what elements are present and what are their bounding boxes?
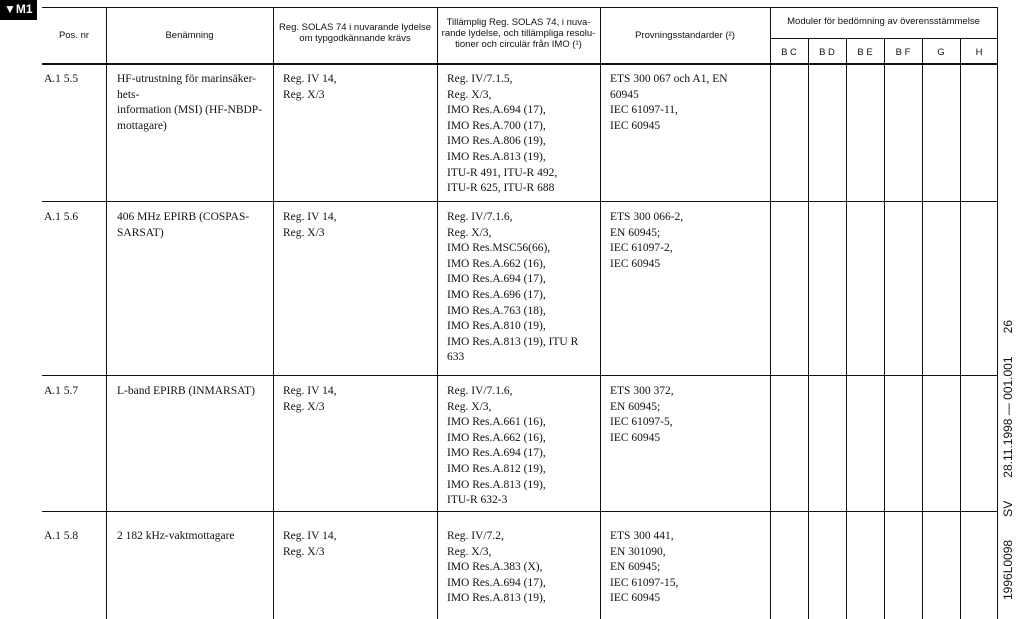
side-footer	[999, 320, 1017, 600]
row-name: 2 182 kHz-vaktmottagare	[117, 530, 235, 542]
header-bottom-rule	[42, 63, 997, 65]
row-applicable: Reg. IV/7.1.6, Reg. X/3, IMO Res.MSC56(66), IMO Res.A.662 (16), IMO Res.A.694 (17), IMO Res.A.696 (17), IMO Res.A.763 (18), IMO Res.A.810 (19), IMO Res.A.813 (19), ITU R 633	[447, 211, 579, 364]
row-pos: A.1 5.8	[44, 530, 79, 542]
module-divider	[922, 38, 923, 619]
row-reg: Reg. IV 14, Reg. X/3	[283, 530, 337, 558]
column-divider	[273, 7, 274, 619]
module-divider	[960, 38, 961, 619]
module-divider	[846, 38, 847, 619]
module-divider	[884, 38, 885, 619]
column-divider	[770, 7, 771, 619]
module-divider	[808, 38, 809, 619]
row-name: HF-utrustning för marinsäker- hets- information (MSI) (HF-NBDP- mottagare)	[117, 73, 263, 132]
side-page: 26	[1001, 320, 1015, 334]
row-name: L-band EPIRB (INMARSAT)	[117, 385, 255, 397]
row-separator	[42, 375, 997, 376]
row-pos: A.1 5.6	[44, 211, 79, 223]
side-lang: SV	[1001, 500, 1015, 517]
header-name: Benämning	[165, 30, 214, 41]
row-reg: Reg. IV 14, Reg. X/3	[283, 385, 337, 413]
module-col-g: G	[937, 47, 945, 58]
module-col-h: H	[975, 47, 983, 58]
marker-rule	[0, 18, 28, 20]
column-divider	[437, 7, 438, 619]
module-col-bf: B F	[895, 47, 911, 58]
row-pos: A.1 5.5	[44, 73, 79, 85]
module-col-be: B E	[857, 47, 873, 58]
table-top-rule	[42, 7, 997, 8]
row-pos: A.1 5.7	[44, 385, 79, 397]
row-applicable: Reg. IV/7.2, Reg. X/3, IMO Res.A.383 (X), IMO Res.A.694 (17), IMO Res.A.813 (19),	[447, 530, 546, 605]
column-divider	[106, 7, 107, 619]
table-right-edge	[997, 7, 998, 619]
header-reg-solas: Reg. SOLAS 74 i nuvarande lydelse om typgodkännande krävs	[278, 22, 432, 44]
header-standards: Provningsstandarder (²)	[635, 30, 735, 41]
row-separator	[42, 511, 997, 512]
header-modules: Moduler för bedömning av överensstämmelse	[787, 16, 980, 27]
column-divider	[600, 7, 601, 619]
module-col-bc: B C	[781, 47, 797, 58]
row-name: 406 MHz EPIRB (COSPAS- SARSAT)	[117, 211, 250, 239]
row-standards: ETS 300 372, EN 60945; IEC 61097-5, IEC 60945	[610, 385, 674, 444]
header-applicable: Tillämplig Reg. SOLAS 74, i nuva- rande lydelse, och tillämpliga resolu- tioner och circulär från IMO (¹)	[441, 17, 596, 50]
row-separator	[42, 201, 997, 202]
row-applicable: Reg. IV/7.1.5, Reg. X/3, IMO Res.A.694 (17), IMO Res.A.700 (17), IMO Res.A.806 (19), IMO Res.A.813 (19), ITU-R 491, ITU-R 492, ITU-R 625, ITU-R 688	[447, 73, 558, 195]
row-applicable: Reg. IV/7.1.6, Reg. X/3, IMO Res.A.661 (16), IMO Res.A.662 (16), IMO Res.A.694 (17), IMO Res.A.812 (19), IMO Res.A.813 (19), ITU-R 632-3	[447, 385, 546, 507]
row-reg: Reg. IV 14, Reg. X/3	[283, 73, 337, 101]
row-reg: Reg. IV 14, Reg. X/3	[283, 211, 337, 239]
row-standards: ETS 300 066-2, EN 60945; IEC 61097-2, IEC 60945	[610, 211, 684, 270]
module-col-bd: B D	[819, 47, 835, 58]
amendment-marker: ▼M1	[0, 0, 37, 20]
row-standards: ETS 300 441, EN 301090, EN 60945; IEC 61097-15, IEC 60945	[610, 530, 679, 605]
side-date: 28.11.1998 — 001.001	[1001, 356, 1015, 478]
row-standards: ETS 300 067 och A1, EN 60945 IEC 61097-11, IEC 60945	[610, 73, 728, 132]
header-pos: Pos. nr	[58, 30, 90, 41]
side-doc-id: 1996L0098	[1001, 539, 1015, 600]
